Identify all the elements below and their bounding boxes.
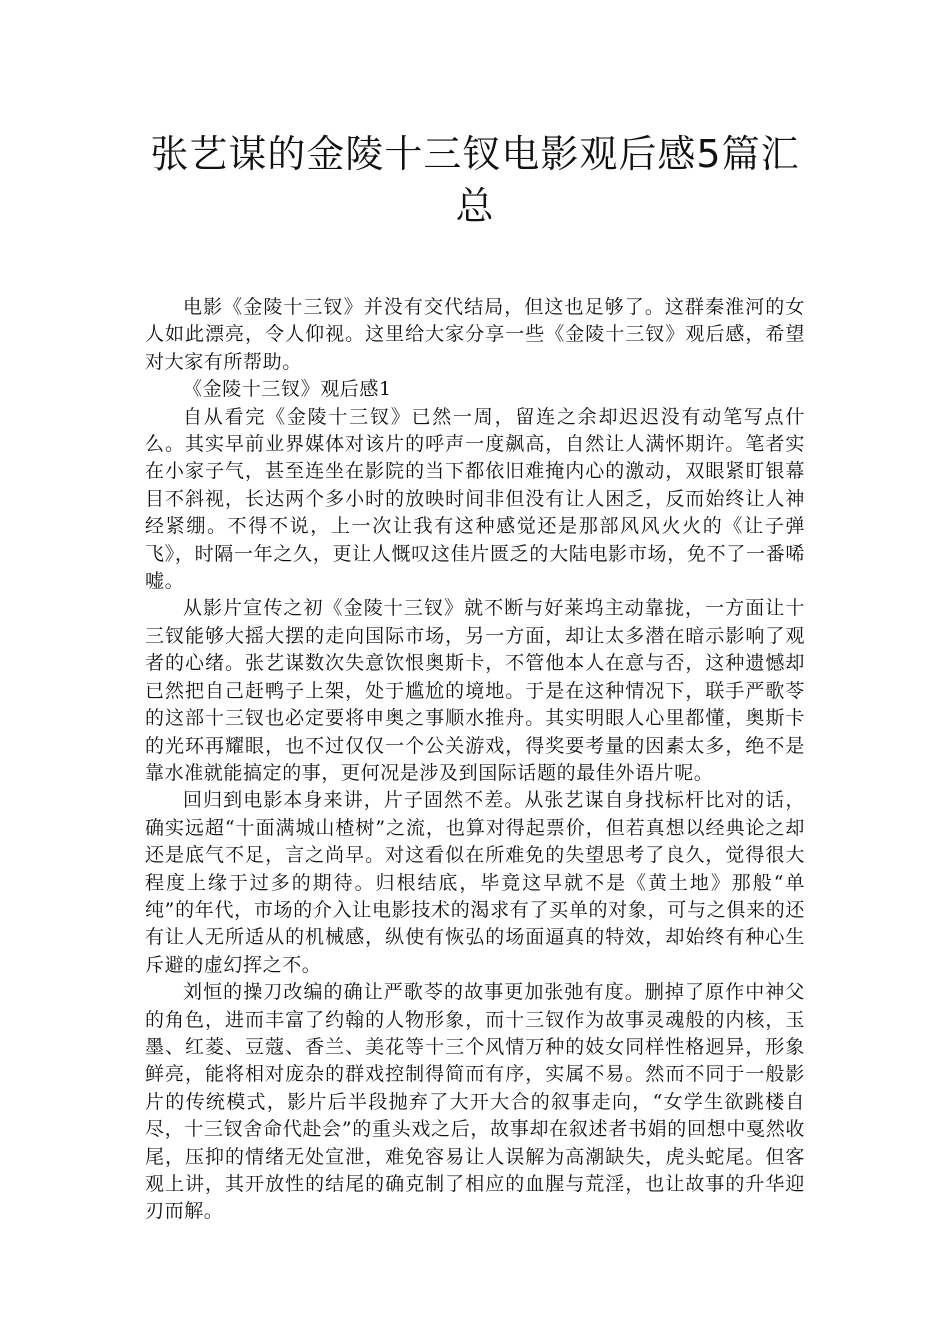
body-paragraph: 自从看完《金陵十三钗》已然一周，留连之余却迟迟没有动笔写点什么。其实早前业界媒体对该片的呼声一度飙高，自然让人满怀期许。笔者实在小家子气，甚至连坐在影院的当下都依旧难掩内心的激动，双眼紧盯银幕目不斜视，长达两个多小时的放映时间非但没有让人困乏，反而始终让人神经紧绷。不得不说，上一次让我有这种感觉还是那部风风火火的《让子弹飞》，时隔一年之久，更让人慨叹这佳片匮乏的大陆电影市场，免不了一番唏嘘。 — [145, 405, 805, 593]
body-paragraph: 回归到电影本身来讲，片子固然不差。从张艺谋自身找标杆比对的话，确实远超“十面满城山楂树”之流，也算对得起票价，但若真想以经典论之却还是底气不足，言之尚早。对这看似在所难免的失望思考了良久，觉得很大程度上缘于过多的期待。归根结底，毕竟这早就不是《黄土地》那般“单纯”的年代，市场的介入让电影技术的渴求有了买单的对象，可与之俱来的还有让人无所适从的机械感，纵使有恢弘的场面逼真的特效，却始终有种心生斥避的虚幻挥之不。 — [145, 789, 805, 976]
document-title: 张艺谋的金陵十三钗电影观后感5篇汇总 — [150, 132, 800, 228]
document-body — [145, 294, 805, 1226]
body-paragraph: 从影片宣传之初《金陵十三钗》就不断与好莱坞主动靠拢，一方面让十三钗能够大摇大摆的走向国际市场，另一方面，却让太多潜在暗示影响了观者的心绪。张艺谋数次失意饮恨奥斯卡，不管他本人在意与否，这种遗憾却已然把自己赶鸭子上架，处于尴尬的境地。于是在这种情况下，联手严歌苓的这部十三钗也必定要将申奥之事顺水推舟。其实明眼人心里都懂，奥斯卡的光环再耀眼，也不过仅仅一个公关游戏，得奖要考量的因素太多，绝不是靠水准就能搞定的事，更何况是涉及到国际话题的最佳外语片呢。 — [145, 597, 805, 784]
body-paragraph: 刘恒的操刀改编的确让严歌苓的故事更加张弛有度。删掉了原作中神父的角色，进而丰富了约翰的人物形象，而十三钗作为故事灵魂般的内核，玉墨、红菱、豆蔻、香兰、美花等十三个风情万种的妓女同样性格迥异，形象鲜亮，能将相对庞杂的群戏控制得简而有序，实属不易。然而不同于一般影片的传统模式，影片后半段抛弃了大开大合的叙事走向，“女学生欲跳楼自尽，十三钗舍命代赴会”的重头戏之后，故事却在叙述者书娟的回想中戛然收尾，压抑的情绪无处宣泄，难免容易让人误解为高潮缺失，虎头蛇尾。但客观上讲，其开放性的结尾的确克制了相应的血腥与荒淫，也让故事的升华迎刃而解。 — [145, 981, 805, 1223]
section-heading: 《金陵十三钗》观后感1 — [183, 378, 392, 401]
intro-paragraph: 电影《金陵十三钗》并没有交代结局，但这也足够了。这群秦淮河的女人如此漂亮，令人仰视。这里给大家分享一些《金陵十三钗》观后感，希望对大家有所帮助。 — [145, 296, 805, 373]
